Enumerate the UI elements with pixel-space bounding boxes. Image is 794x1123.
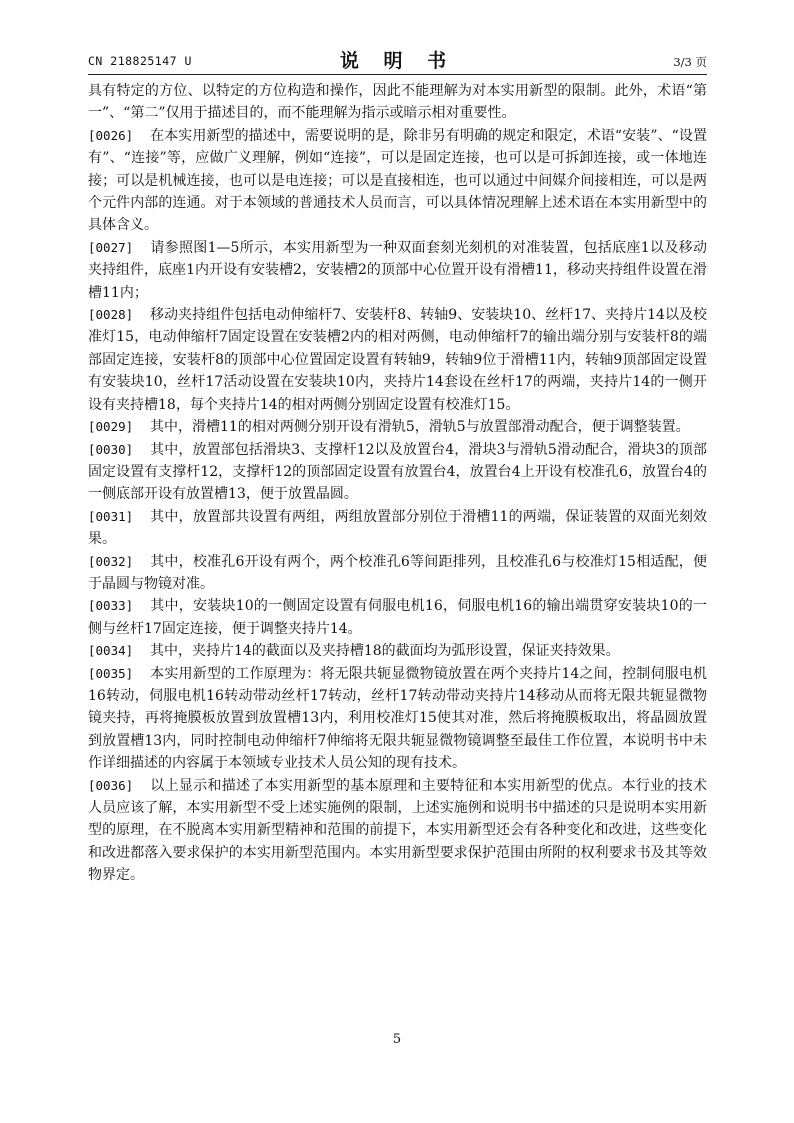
paragraph-text: 请参照图1—5所示，本实用新型为一种双面套刻光刻机的对准装置，包括底座1以及移动夹持组件，底座1内开设有安装槽2，安装槽2的顶部中心位置开设有滑槽11，移动夹持组件设置在滑槽11内；: [88, 239, 707, 301]
header-divider: [88, 74, 707, 75]
paragraph-number: [0036]: [88, 777, 134, 793]
paragraph-number: [0033]: [88, 598, 134, 614]
paragraph-0033: [88, 595, 707, 640]
paragraph-text: 具有特定的方位、以特定的方位构造和操作，因此不能理解为对本实用新型的限制。此外，术语“第一”、“第二”仅用于描述目的，而不能理解为指示或暗示相对重要性。: [88, 83, 707, 122]
paragraph-number: [0028]: [88, 307, 134, 323]
paragraph-text: 其中，滑槽11的相对两侧分别开设有滑轨5，滑轨5与放置部滑动配合，便于调整装置。: [150, 419, 690, 436]
paragraph-number: [0029]: [88, 419, 134, 435]
paragraph-0035: [88, 663, 707, 775]
document-body: [88, 80, 707, 887]
paragraph-text: 移动夹持组件包括电动伸缩杆7、安装杆8、转轴9、安装块10、丝杆17、夹持片14以及校准灯15，电动伸缩杆7固定设置在安装槽2内的相对两侧，电动伸缩杆7的输出端分别与安装杆8的端部固定连接，安装杆8的顶部中心位置固定设置有转轴9，转轴9位于滑槽11内，转轴9顶部固定设置有安装块10，丝杆17活动设置在安装块10内，夹持片14套设在丝杆17的两端，夹持片14的一侧开设有夹持槽18，每个夹持片14的相对两侧分别固定设置有校准灯15。: [88, 307, 707, 413]
paragraph-number: [0030]: [88, 441, 134, 457]
paragraph-number: [0026]: [88, 127, 134, 143]
paragraph-continued: [88, 80, 707, 125]
document-number: CN 218825147 U: [88, 54, 192, 68]
paragraph-0027: [88, 237, 707, 304]
paragraph-text: 其中，夹持片14的截面以及夹持槽18的截面均为弧形设置，保证夹持效果。: [150, 643, 620, 660]
paragraph-text: 其中，校准孔6开设有两个，两个校准孔6等间距排列，且校准孔6与校准灯15相适配，便于晶圆与物镜对准。: [88, 553, 707, 592]
paragraph-number: [0031]: [88, 508, 134, 524]
paragraph-0036: [88, 775, 707, 887]
paragraph-text: 本实用新型的工作原理为：将无限共轭显微物镜放置在两个夹持片14之间，控制伺服电机16转动，伺服电机16转动带动丝杆17转动，丝杆17转动带动夹持片14移动从而将无限共轭显微物镜夹持，再将掩膜板放置到放置槽13内，利用校准灯15使其对准，然后将掩膜板取出，将晶圆放置到放置槽13内，同时控制电动伸缩杆7伸缩将无限共轭显微物镜调整至最佳工作位置，本说明书中未作详细描述的内容属于本领域专业技术人员公知的现有技术。: [88, 665, 707, 772]
paragraph-number: [0035]: [88, 665, 134, 681]
paragraph-text: 在本实用新型的描述中，需要说明的是，除非另有明确的规定和限定，术语“安装”、“设置有”、“连接”等，应做广义理解，例如“连接”，可以是固定连接，也可以是可拆卸连接，或一体地连接；可以是机械连接，也可以是电连接；可以是直接相连，也可以通过中间媒介间接相连，可以是两个元件内部的连通。对于本领域的普通技术人员而言，可以具体情况理解上述术语在本实用新型中的具体含义。: [88, 127, 707, 234]
paragraph-0029: [88, 416, 707, 438]
paragraph-0034: [88, 640, 707, 662]
paragraph-text: 以上显示和描述了本实用新型的基本原理和主要特征和本实用新型的优点。本行业的技术人员应该了解，本实用新型不受上述实施例的限制，上述实施例和说明书中描述的只是说明本实用新型的原理，在不脱离本实用新型精神和范围的前提下，本实用新型还会有各种变化和改进，这些变化和改进都落入要求保护的本实用新型范围内。本实用新型要求保护范围由所附的权利要求书及其等效物界定。: [88, 777, 707, 884]
paragraph-0030: [88, 439, 707, 506]
page-number: 5: [392, 1032, 402, 1047]
paragraph-text: 其中，安装块10的一侧固定设置有伺服电机16，伺服电机16的输出端贯穿安装块10的一侧与丝杆17固定连接，便于调整夹持片14。: [88, 598, 707, 637]
paragraph-number: [0034]: [88, 643, 134, 659]
paragraph-0031: [88, 506, 707, 551]
page-indicator: 3/3 页: [673, 55, 707, 69]
paragraph-text: 其中，放置部共设置有两组，两组放置部分别位于滑槽11的两端，保证装置的双面光刻效果。: [88, 508, 707, 548]
paragraph-text: 其中，放置部包括滑块3、支撑杆12以及放置台4，滑块3与滑轨5滑动配合，滑块3的顶部固定设置有支撑杆12，支撑杆12的顶部固定设置有放置台4，放置台4上开设有校准孔6，放置台4的一侧底部开设有放置槽13，便于放置晶圆。: [88, 441, 707, 503]
paragraph-number: [0032]: [88, 553, 134, 569]
paragraph-0026: [88, 125, 707, 237]
page-header: [88, 46, 707, 72]
paragraph-number: [0027]: [88, 239, 134, 255]
paragraph-0028: [88, 304, 707, 416]
document-title: 说 明 书: [339, 50, 456, 72]
paragraph-0032: [88, 551, 707, 596]
